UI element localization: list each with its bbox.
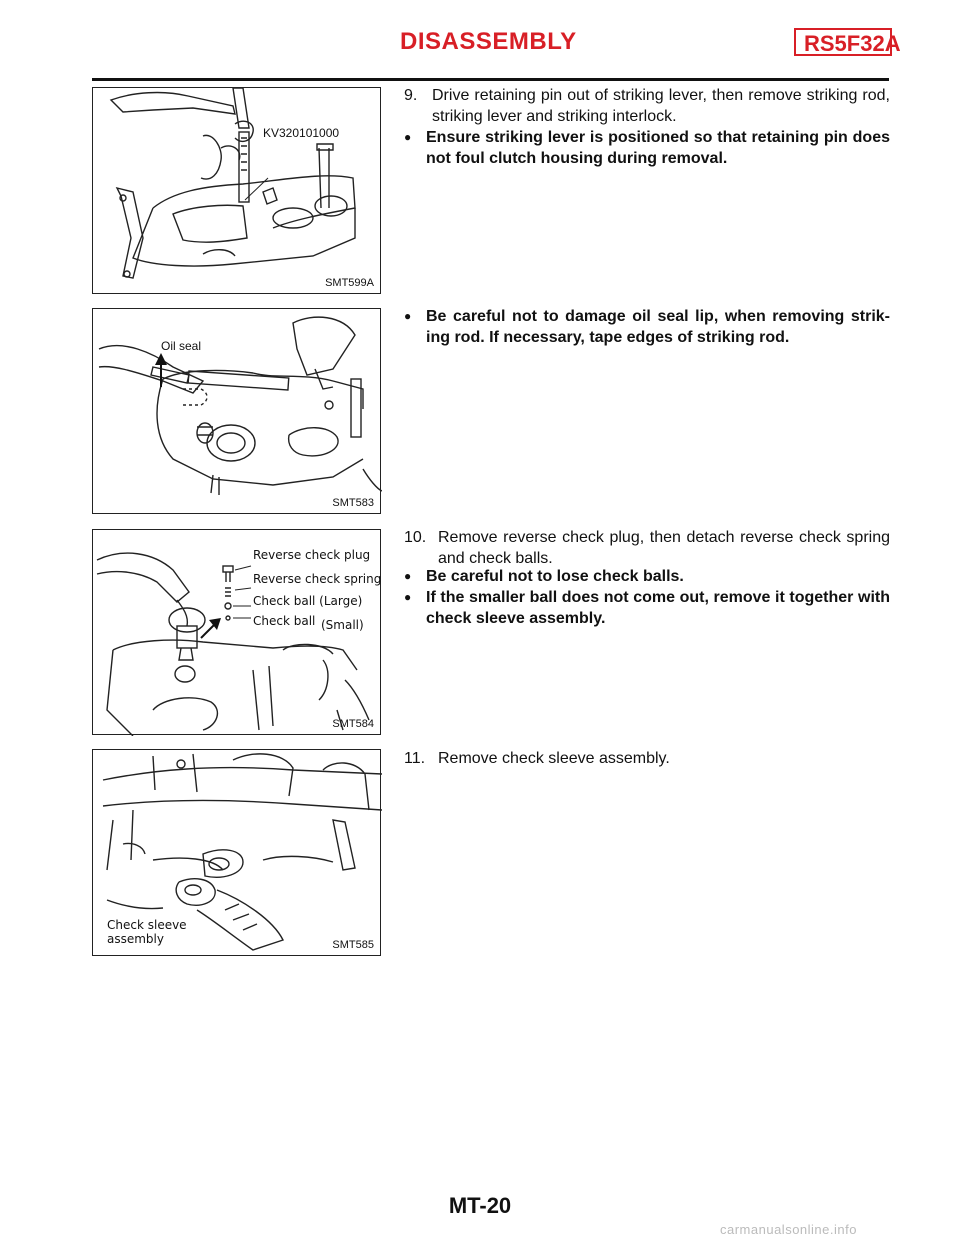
step-10-note-2	[404, 587, 890, 629]
oil-seal-note	[404, 306, 890, 348]
note-text: If the smaller ball does not come out, remove it together with check sleeve assembly.	[426, 589, 890, 627]
check-ball-small-callout: Check ball	[253, 614, 316, 628]
figure-smt583	[92, 308, 381, 514]
watermark: carmanualsonline.info	[720, 1222, 857, 1237]
figure-smt585	[92, 749, 381, 956]
step-9	[404, 85, 890, 127]
step-text: Drive retaining pin out of striking lever, then remove striking rod, striking lever and striking interlock.	[432, 87, 890, 125]
bullet-icon: ●	[404, 569, 412, 583]
illustration-oil-seal-striking-rod	[93, 309, 382, 515]
figure-smt599a	[92, 87, 381, 294]
check-ball-small-size-callout: (Small)	[321, 618, 364, 632]
step-text: Remove reverse check plug, then detach reverse check spring and check balls.	[438, 529, 890, 567]
note-text: Be careful not to lose check balls.	[426, 568, 684, 585]
bullet-icon: ●	[404, 590, 412, 604]
header-divider	[92, 78, 889, 81]
tool-callout: KV320101000	[263, 126, 340, 140]
step-number: 9.	[404, 87, 418, 104]
page-number: MT-20	[448, 1193, 512, 1218]
check-ball-large-callout: Check ball (Large)	[253, 594, 363, 608]
step-text: Remove check sleeve assembly.	[438, 750, 670, 767]
check-sleeve-callout-line1: Check sleeve	[107, 918, 187, 932]
step-9-note	[404, 127, 890, 169]
step-number: 10.	[404, 529, 427, 546]
model-code-badge: RS5F32A	[794, 28, 892, 56]
reverse-check-plug-callout: Reverse check plug	[253, 548, 371, 562]
figure-smt584	[92, 529, 381, 735]
section-title: DISASSEMBLY	[400, 28, 577, 55]
step-10-note-1	[404, 566, 890, 587]
step-11	[404, 748, 890, 769]
check-sleeve-callout-line2: assembly	[107, 932, 164, 946]
figure-code: SMT583	[332, 497, 374, 509]
illustration-striking-lever-pin	[93, 88, 382, 295]
figure-code: SMT584	[332, 718, 374, 730]
bullet-icon: ●	[404, 130, 412, 144]
note-text: Be careful not to damage oil seal lip, when removing strik-ing rod. If necessary, tape edges of striking rod.	[426, 308, 890, 346]
step-number: 11.	[404, 750, 426, 767]
figure-code: SMT585	[332, 939, 374, 951]
step-10	[404, 527, 890, 569]
reverse-check-spring-callout: Reverse check spring	[253, 572, 382, 586]
bullet-icon: ●	[404, 309, 412, 323]
note-text: Ensure striking lever is positioned so that retaining pin does not foul clutch housing during removal.	[426, 129, 890, 167]
oil-seal-callout: Oil seal	[161, 339, 202, 353]
figure-code: SMT599A	[325, 277, 374, 289]
